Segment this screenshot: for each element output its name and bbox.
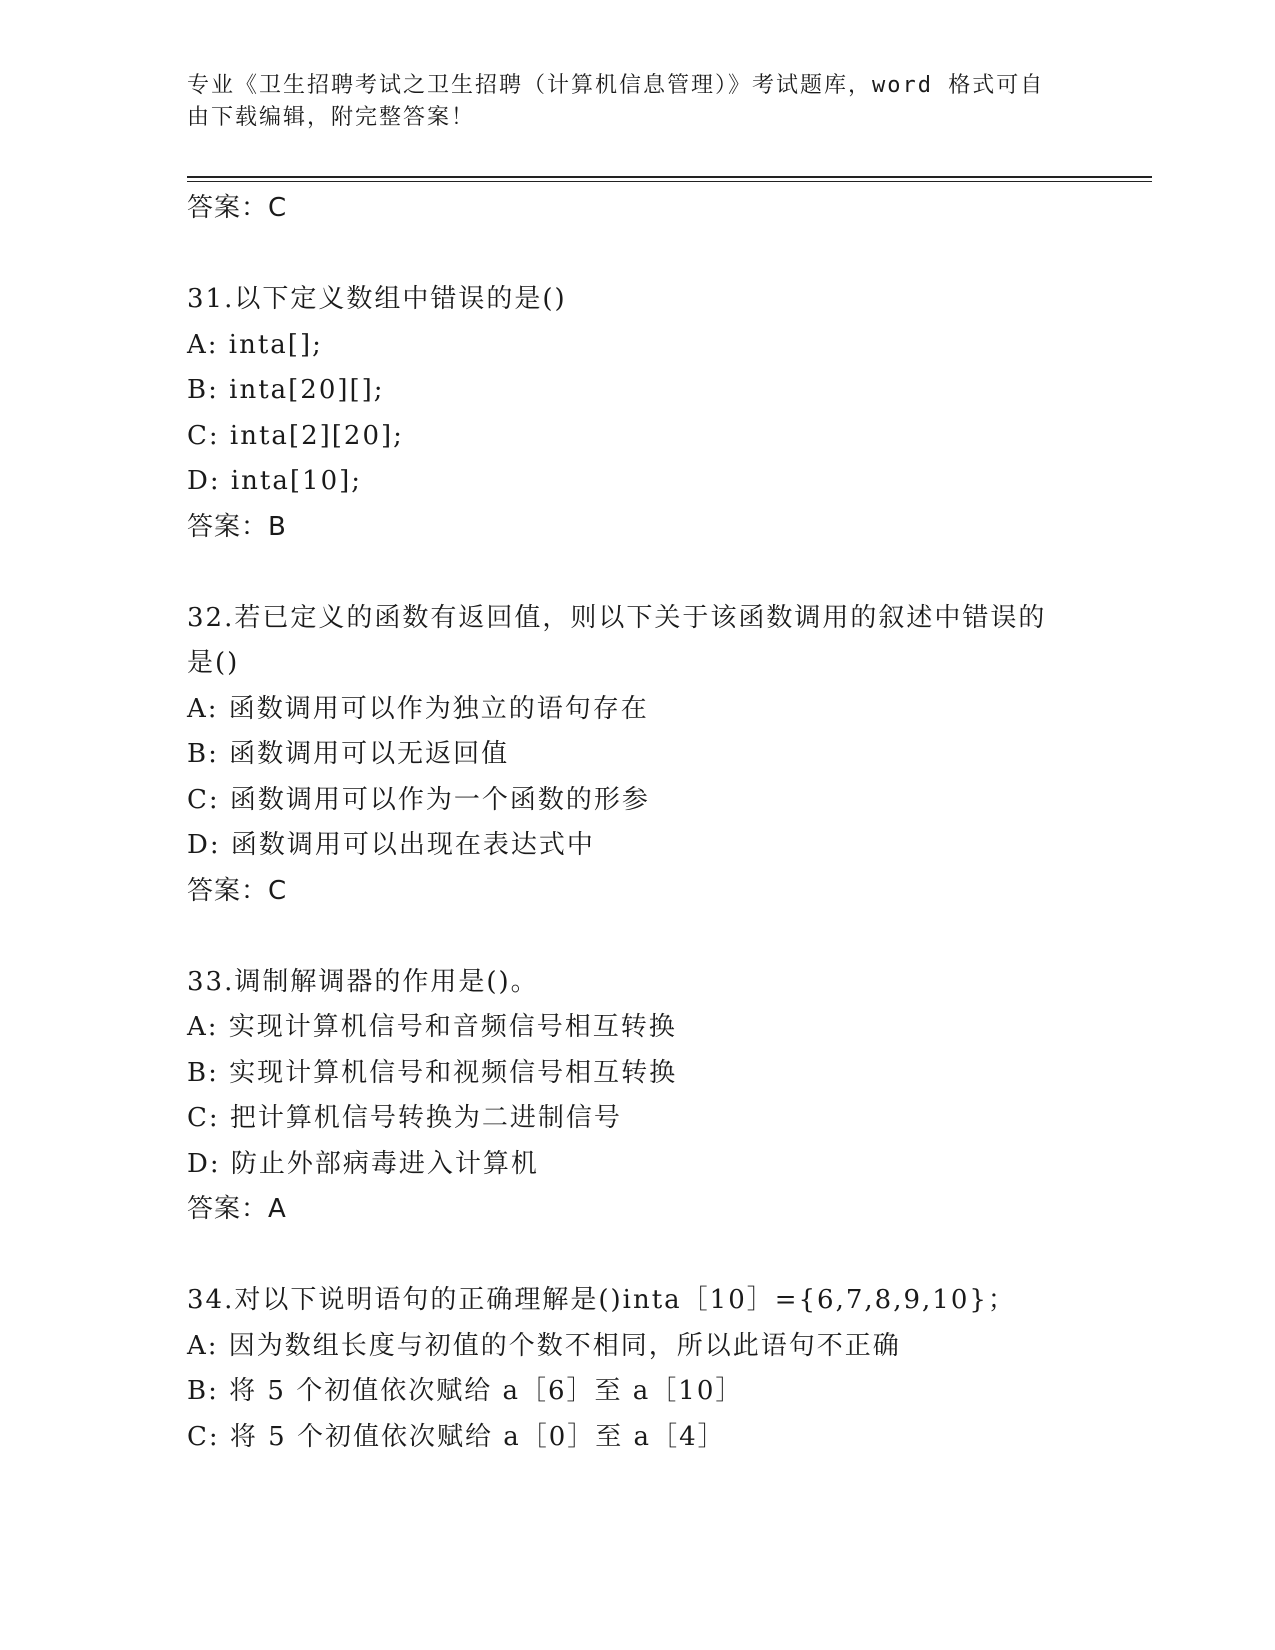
option-c: C: 把计算机信号转换为二进制信号 <box>187 1103 622 1133</box>
answer-line: 答案：A <box>187 1194 287 1224</box>
option-c: C: inta[2][20]; <box>187 420 404 451</box>
header-line-1: 专业《卫生招聘考试之卫生招聘（计算机信息管理）》考试题库，word 格式可自 <box>187 73 1045 98</box>
question-stem: 34.对以下说明语句的正确理解是()inta［10］={6,7,8,9,10}； <box>187 1285 1016 1315</box>
question-stem: 32.若已定义的函数有返回值，则以下关于该函数调用的叙述中错误的 <box>187 602 1047 633</box>
question-31 <box>187 277 1087 550</box>
answer-line: 答案：B <box>187 511 287 542</box>
option-c: C: 函数调用可以作为一个函数的形参 <box>187 784 650 815</box>
option-b: B: 实现计算机信号和视频信号相互转换 <box>187 1057 678 1088</box>
header-divider-thick <box>187 176 1152 178</box>
question-stem-continued: 是() <box>187 648 240 678</box>
option-b: B: 函数调用可以无返回值 <box>187 739 510 769</box>
answer-line: 答案：C <box>187 193 288 223</box>
option-b: B: inta[20][]; <box>187 375 385 405</box>
question-stem: 33.调制解调器的作用是()。 <box>187 966 539 997</box>
option-c: C: 将 5 个初值依次赋给 a［0］至 a［4］ <box>187 1421 726 1452</box>
question-34 <box>187 1278 1087 1460</box>
option-d: D: 防止外部病毒进入计算机 <box>187 1148 539 1179</box>
answer-line: 答案：C <box>187 875 288 906</box>
option-a: A: 因为数组长度与初值的个数不相同，所以此语句不正确 <box>187 1330 901 1361</box>
option-d: D: inta[10]; <box>187 466 363 496</box>
header-divider-thin <box>187 181 1152 182</box>
question-stem: 31.以下定义数组中错误的是() <box>187 284 567 314</box>
question-33 <box>187 960 1087 1233</box>
header-line-2: 由下载编辑，附完整答案！ <box>187 105 476 130</box>
option-b: B: 将 5 个初值依次赋给 a［6］至 a［10］ <box>187 1376 744 1406</box>
question-list <box>187 186 1087 1460</box>
option-a: A: 实现计算机信号和音频信号相互转换 <box>187 1012 677 1042</box>
document-header <box>187 70 1077 134</box>
option-d: D: 函数调用可以出现在表达式中 <box>187 830 595 860</box>
question-32 <box>187 596 1087 915</box>
option-a: A: inta[]; <box>187 329 323 360</box>
option-a: A: 函数调用可以作为独立的语句存在 <box>187 693 649 724</box>
